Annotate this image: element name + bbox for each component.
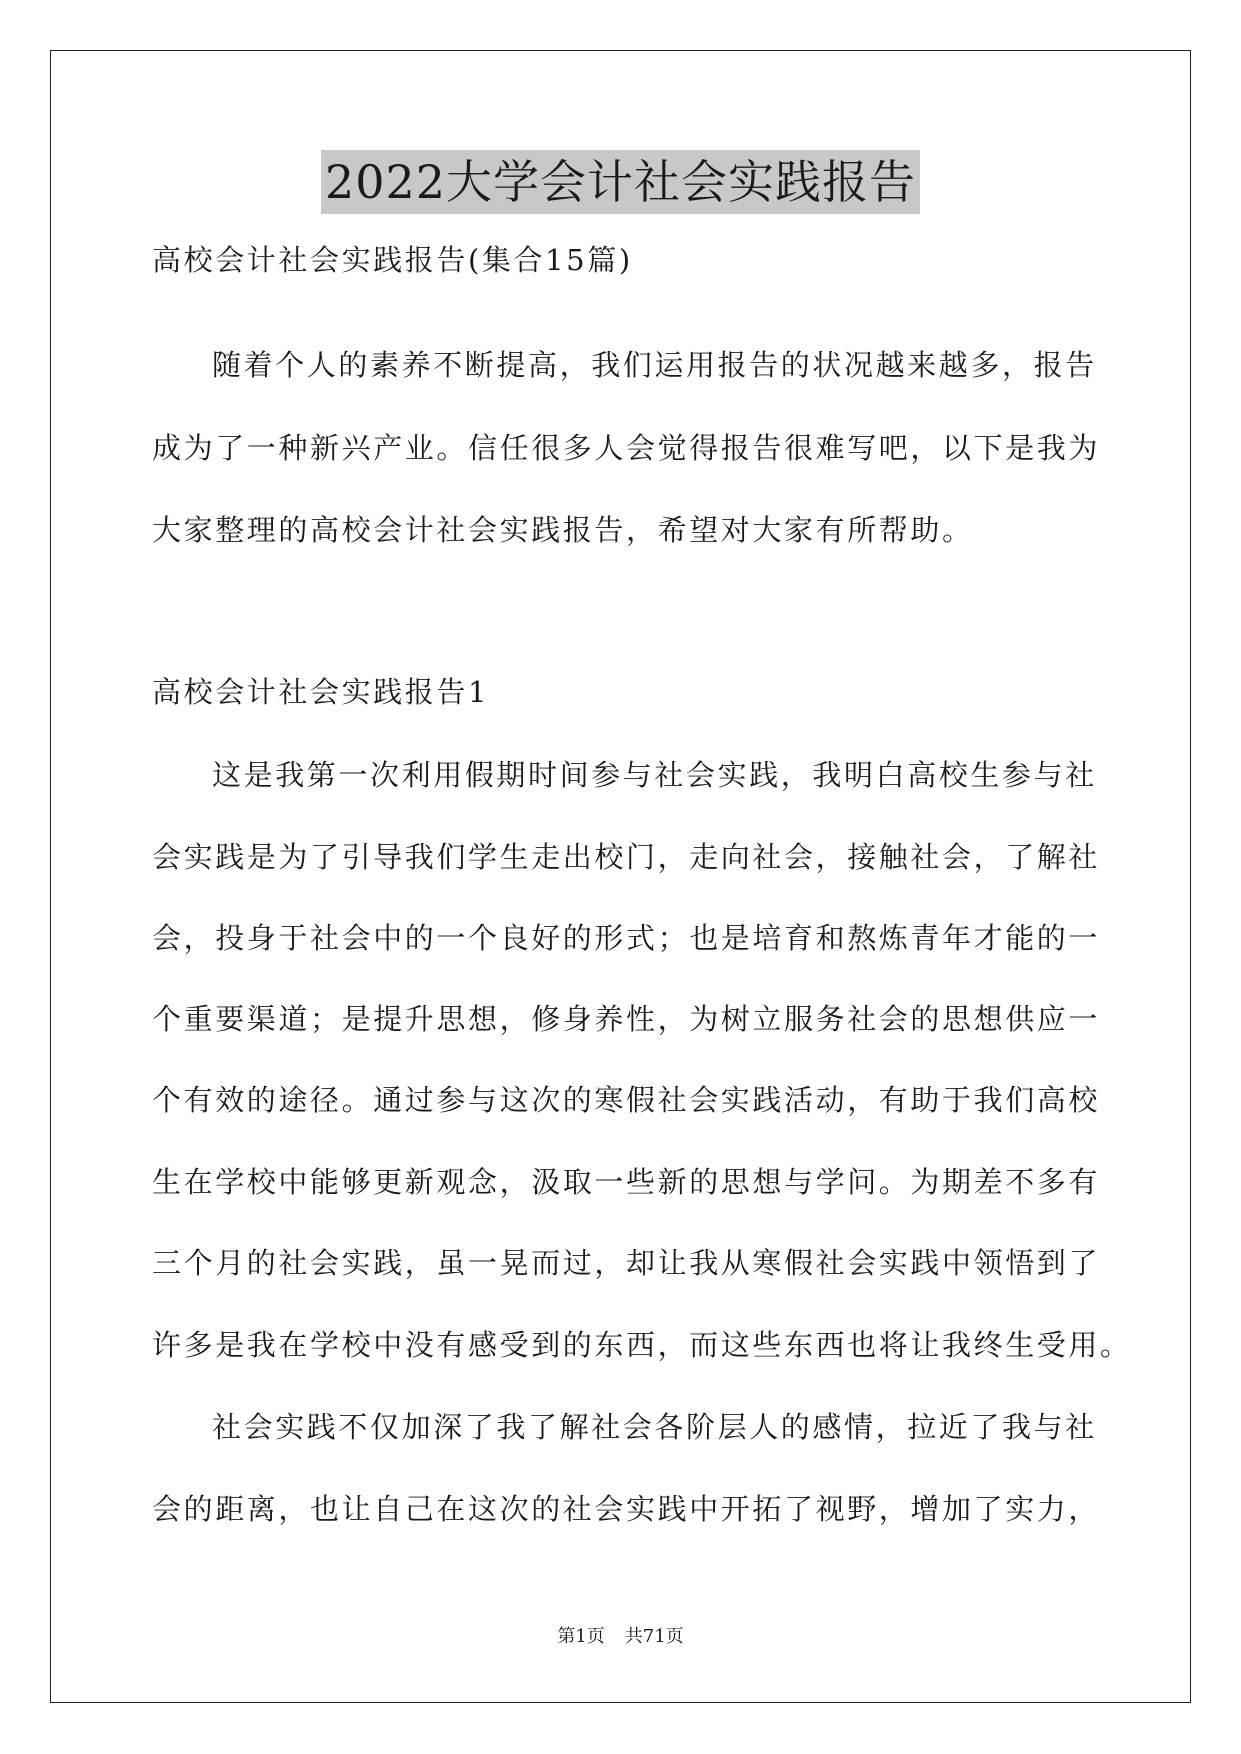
page-number: 第1页 (557, 1626, 605, 1647)
intro-line-2: 成为了一种新兴产业。信任很多人会觉得报告很难写吧，以下是我为 (152, 431, 1101, 465)
paragraph2-line-2: 会的距离，也让自己在这次的社会实践中开拓了视野，增加了实力， (152, 1492, 1101, 1526)
paragraph1-line-7: 三个月的社会实践，虽一晃而过，却让我从寒假社会实践中领悟到了 (152, 1246, 1101, 1280)
document-subtitle: 高校会计社会实践报告(集合15篇) (152, 243, 633, 277)
paragraph1-line-4: 个重要渠道；是提升思想，修身养性，为树立服务社会的思想供应一 (152, 1002, 1101, 1036)
title-block (0, 150, 1241, 214)
paragraph1-line-6: 生在学校中能够更新观念，汲取一些新的思想与学问。为期差不多有 (152, 1165, 1101, 1199)
paragraph1-line-5: 个有效的途径。通过参与这次的寒假社会实践活动，有助于我们高校 (152, 1083, 1101, 1117)
total-pages: 共71页 (624, 1626, 684, 1647)
paragraph2-line-1: 社会实践不仅加深了我了解社会各阶层人的感情，拉近了我与社 (212, 1410, 1097, 1444)
page-footer (0, 1625, 1241, 1649)
paragraph1-line-1: 这是我第一次利用假期时间参与社会实践，我明白高校生参与社 (212, 758, 1097, 792)
document-title: 2022大学会计社会实践报告 (321, 150, 920, 214)
paragraph1-line-8: 许多是我在学校中没有感受到的东西，而这些东西也将让我终生受用。 (152, 1328, 1132, 1362)
paragraph1-line-2: 会实践是为了引导我们学生走出校门，走向社会，接触社会，了解社 (152, 840, 1101, 874)
section-heading: 高校会计社会实践报告1 (152, 675, 490, 709)
intro-line-3: 大家整理的高校会计社会实践报告，希望对大家有所帮助。 (152, 513, 974, 547)
intro-line-1: 随着个人的素养不断提高，我们运用报告的状况越来越多，报告 (212, 348, 1097, 382)
paragraph1-line-3: 会，投身于社会中的一个良好的形式；也是培育和熬炼青年才能的一 (152, 921, 1101, 955)
